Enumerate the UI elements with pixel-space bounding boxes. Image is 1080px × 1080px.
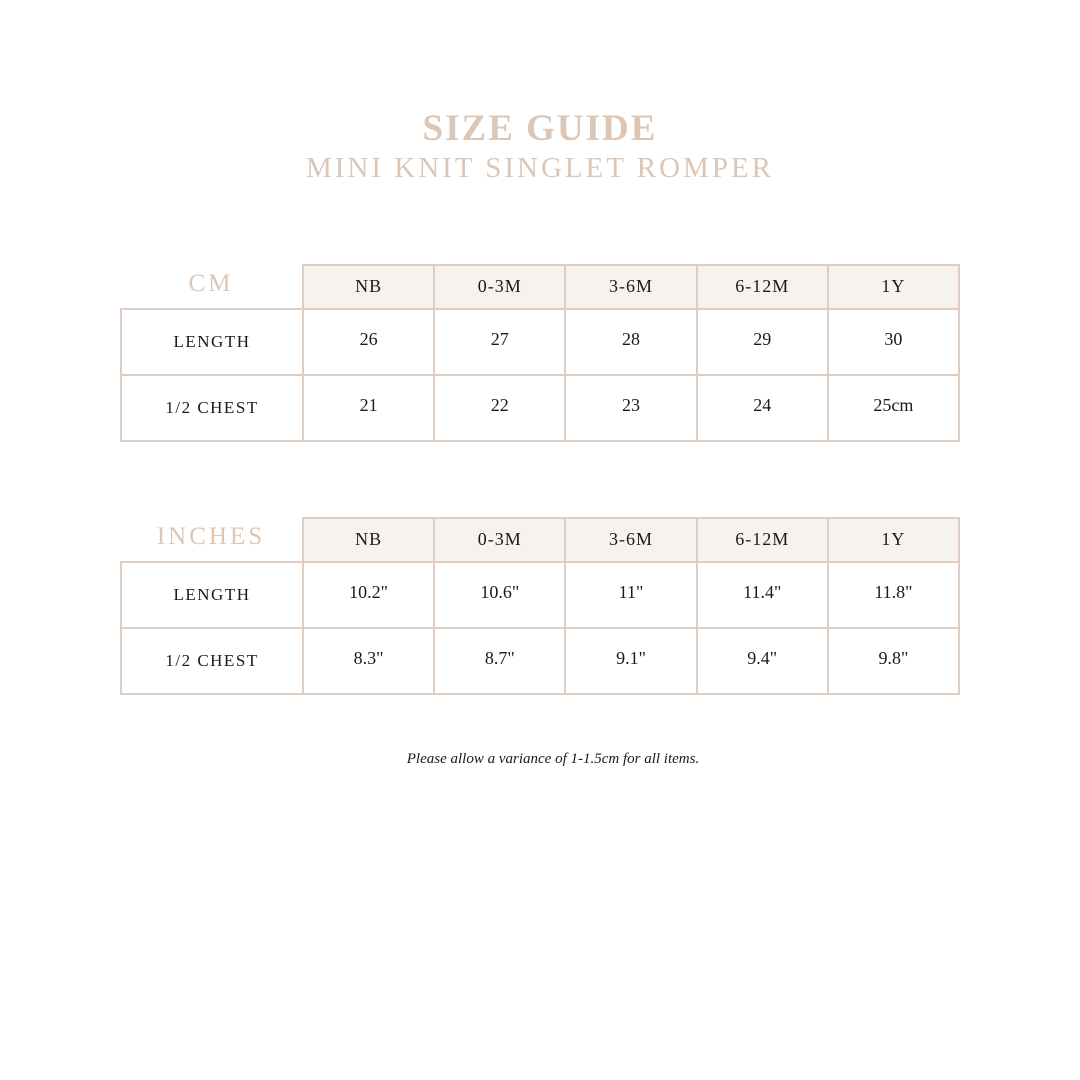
column-header: NB	[302, 264, 433, 310]
table-cell: 26	[302, 308, 433, 376]
unit-label: INCHES	[156, 523, 266, 550]
table-cell: 10.2"	[302, 561, 433, 629]
table-cell: 9.8"	[827, 627, 960, 695]
table-cell: 25cm	[827, 374, 960, 442]
table-header-row	[302, 264, 960, 310]
column-header: 0-3M	[433, 264, 564, 310]
column-header: 3-6M	[564, 517, 695, 563]
table-row	[120, 374, 960, 440]
row-label: 1/2 CHEST	[120, 374, 302, 442]
row-label: 1/2 CHEST	[120, 627, 302, 695]
table-row	[120, 308, 960, 374]
row-label: LENGTH	[120, 561, 302, 629]
table-cell: 24	[696, 374, 827, 442]
product-name: MINI KNIT SINGLET ROMPER	[305, 152, 775, 184]
page-title: SIZE GUIDE	[422, 108, 658, 149]
table-cell: 8.7"	[433, 627, 564, 695]
column-header: 3-6M	[564, 264, 695, 310]
column-header: 6-12M	[696, 517, 827, 563]
column-header: 1Y	[827, 264, 960, 310]
table-header-row	[302, 517, 960, 563]
row-label: LENGTH	[120, 308, 302, 376]
table-cell: 27	[433, 308, 564, 376]
unit-label: CM	[188, 270, 234, 297]
column-header: 1Y	[827, 517, 960, 563]
table-cell: 11.4"	[696, 561, 827, 629]
table-cell: 8.3"	[302, 627, 433, 695]
column-header: NB	[302, 517, 433, 563]
table-cell: 11"	[564, 561, 695, 629]
table-cell: 9.1"	[564, 627, 695, 695]
table-cell: 30	[827, 308, 960, 376]
table-cell: 21	[302, 374, 433, 442]
table-cell: 29	[696, 308, 827, 376]
column-header: 0-3M	[433, 517, 564, 563]
table-row	[120, 561, 960, 627]
table-cell: 11.8"	[827, 561, 960, 629]
variance-note: Please allow a variance of 1-1.5cm for all items.	[406, 751, 700, 767]
table-cell: 23	[564, 374, 695, 442]
table-cell: 22	[433, 374, 564, 442]
table-cell: 28	[564, 308, 695, 376]
table-cell: 9.4"	[696, 627, 827, 695]
column-header: 6-12M	[696, 264, 827, 310]
table-cell: 10.6"	[433, 561, 564, 629]
table-row	[120, 627, 960, 693]
